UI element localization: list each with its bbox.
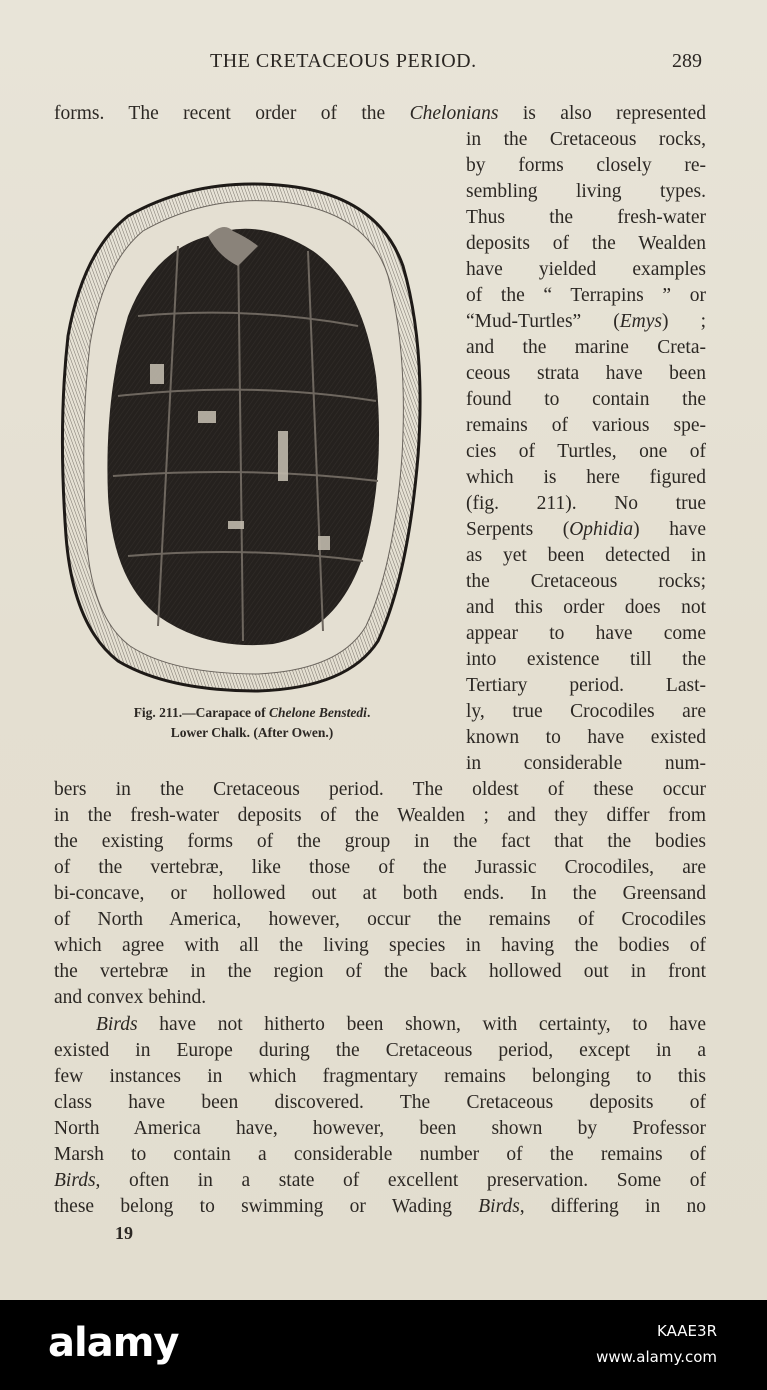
- text-line: of the vertebræ, like those of the Jurassic Crocodiles, are: [54, 857, 706, 878]
- watermark-bar: [0, 1300, 767, 1390]
- text-line: Tertiary period. Last-: [466, 675, 706, 696]
- alamy-logo: alamy: [48, 1320, 179, 1366]
- turtle-carapace-figure: [58, 176, 428, 698]
- text-line: Serpents (Ophidia) have: [466, 519, 706, 540]
- text-line: in the fresh-water deposits of the Wealden ; and they differ from: [54, 805, 706, 826]
- text-line: into existence till the: [466, 649, 706, 670]
- image-id: KAAE3R: [657, 1322, 717, 1340]
- text-line: deposits of the Wealden: [466, 233, 706, 254]
- text-line: sembling living types.: [466, 181, 706, 202]
- text-line: forms. The recent order of the Chelonians is also represented: [54, 103, 706, 124]
- text-line: the Cretaceous rocks;: [466, 571, 706, 592]
- text-line: found to contain the: [466, 389, 706, 410]
- caption-line-1: Fig. 211.—Carapace of Chelone Benstedi.: [133, 705, 371, 720]
- text-line: appear to have come: [466, 623, 706, 644]
- text-line: North America have, however, been shown by Professor: [54, 1118, 706, 1139]
- watermark-url: www.alamy.com: [596, 1348, 717, 1366]
- figure-caption: [72, 703, 432, 743]
- text-line: of North America, however, occur the remains of Crocodiles: [54, 909, 706, 930]
- text-line: and the marine Creta-: [466, 337, 706, 358]
- text-line: cies of Turtles, one of: [466, 441, 706, 462]
- text-line: bi-concave, or hollowed out at both ends. In the Greensand: [54, 883, 706, 904]
- text-line: Marsh to contain a considerable number of the remains of: [54, 1144, 706, 1165]
- text-line: of the “ Terrapins ” or: [466, 285, 706, 306]
- page-number: 289: [672, 50, 702, 72]
- carapace-engraving: [58, 176, 428, 698]
- text-line: “Mud-Turtles” (Emys) ;: [466, 311, 706, 332]
- text-line: (fig. 211). No true: [466, 493, 706, 514]
- text-line: as yet been detected in: [466, 545, 706, 566]
- text-line: Thus the fresh-water: [466, 207, 706, 228]
- text-line: Birds have not hitherto been shown, with certainty, to have: [96, 1014, 706, 1035]
- text-line: and convex behind.: [54, 987, 207, 1008]
- text-line: by forms closely re-: [466, 155, 706, 176]
- text-line: known to have existed: [466, 727, 706, 748]
- text-line: and this order does not: [466, 597, 706, 618]
- text-line: remains of various spe-: [466, 415, 706, 436]
- text-line: existed in Europe during the Cretaceous period, except in a: [54, 1040, 706, 1061]
- caption-line-2: Lower Chalk. (After Owen.): [170, 725, 334, 740]
- text-line: ly, true Crocodiles are: [466, 701, 706, 722]
- text-line: ceous strata have been: [466, 363, 706, 384]
- text-line: bers in the Cretaceous period. The oldest of these occur: [54, 779, 706, 800]
- text-line: in considerable num-: [466, 753, 706, 774]
- running-head: [0, 50, 767, 76]
- signature-mark: 19: [115, 1223, 133, 1243]
- text-line: the existing forms of the group in the fact that the bodies: [54, 831, 706, 852]
- text-line: which agree with all the living species in having the bodies of: [54, 935, 706, 956]
- text-line: the vertebræ in the region of the back hollowed out in front: [54, 961, 706, 982]
- text-line: in the Cretaceous rocks,: [466, 129, 706, 150]
- text-line: have yielded examples: [466, 259, 706, 280]
- text-line: Birds, often in a state of excellent preservation. Some of: [54, 1170, 706, 1191]
- text-line: few instances in which fragmentary remains belonging to this: [54, 1066, 706, 1087]
- text-line: these belong to swimming or Wading Birds, differing in no: [54, 1196, 706, 1217]
- running-title: THE CRETACEOUS PERIOD.: [210, 50, 477, 72]
- text-line: which is here figured: [466, 467, 706, 488]
- text-line: class have been discovered. The Cretaceous deposits of: [54, 1092, 706, 1113]
